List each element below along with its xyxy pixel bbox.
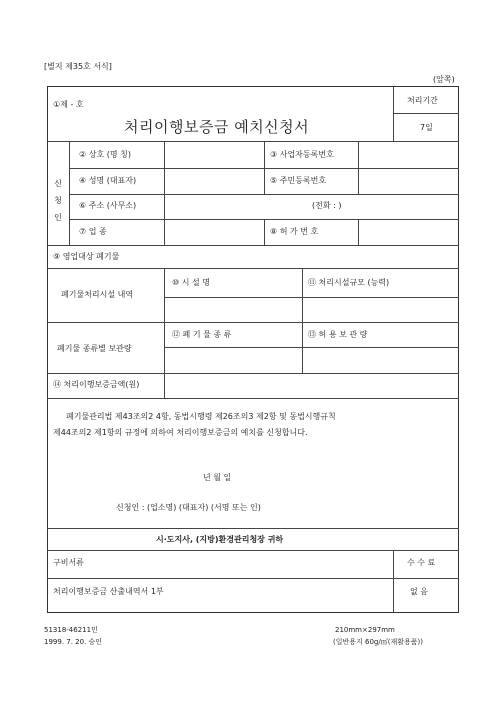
statement-line-1: 폐기물관리법 제43조의2 4항, 동법시행령 제26조의3 제2항 및 동법시행규칙 — [66, 412, 336, 421]
trade-name-label: ② 상호 (명 칭) — [79, 150, 131, 159]
processing-period-value: 7일 — [420, 123, 433, 132]
storage-by-type-label: 폐기물 종류별 보관량 — [57, 344, 132, 353]
resident-no-label: ⑤ 주민등록번호 — [270, 176, 327, 185]
deposit-amount-label: ⑭ 처리이행보증금액(원) — [53, 380, 140, 389]
recipient-label: 시·도지사, (지방)환경관리청장 귀하 — [156, 535, 284, 544]
biz-reg-no-label: ③ 사업자등록번호 — [270, 150, 334, 159]
page-title: 처리이행보증금 예치신청서 — [124, 118, 310, 136]
application-date: 년 월 일 — [203, 473, 232, 482]
facility-details-label: 폐기물처리시설 내역 — [61, 290, 134, 299]
processing-period-label: 처리기간 — [407, 96, 438, 105]
facility-capacity-label: ⑪ 처리시설규모 (능력) — [308, 278, 390, 287]
form-code: 51318-46211민 — [44, 626, 98, 634]
form-number-label: ①제 - 호 — [53, 100, 84, 109]
required-docs-value: 처리이행보증금 산출내역서 1부 — [53, 587, 164, 596]
business-type-label: ⑦ 업 종 — [79, 227, 107, 236]
fee-label: 수 수 료 — [407, 558, 436, 567]
facility-name-label: ⑩ 시 설 명 — [172, 278, 210, 287]
statement-line-2: 제44조의2 제1항의 규정에 의하여 처리이행보증금의 예치를 신청합니다. — [53, 428, 308, 437]
address-label: ⑥ 주소 (사무소) — [79, 201, 137, 210]
phone-label: (전화 : ) — [312, 201, 342, 210]
required-docs-label: 구비서류 — [53, 558, 84, 567]
page-side-label: (앞쪽) — [433, 75, 455, 84]
target-waste-label: ⑨ 영업대상 폐기물 — [53, 252, 120, 261]
form-tag: [별지 제35호 서식] — [44, 62, 112, 71]
fee-value: 없 음 — [410, 587, 428, 596]
approval-date: 1999. 7. 20. 승인 — [44, 638, 103, 646]
allowed-storage-label: ⑬ 허 용 보 관 량 — [308, 330, 368, 339]
waste-type-label: ⑫ 폐 기 물 종 류 — [172, 330, 232, 339]
representative-name-label: ④ 성명 (대표자) — [79, 176, 137, 185]
paper-size: 210mm×297mm — [335, 626, 395, 634]
paper-type: (일반용지 60g/㎡(재활용품)) — [333, 638, 423, 646]
applicant-signature-line: 신청인 : (업소명) (대표자) (서명 또는 인) — [116, 503, 261, 512]
applicant-group-label: 신청인 — [54, 179, 62, 222]
permit-no-label: ⑧ 허 가 번 호 — [270, 227, 319, 236]
